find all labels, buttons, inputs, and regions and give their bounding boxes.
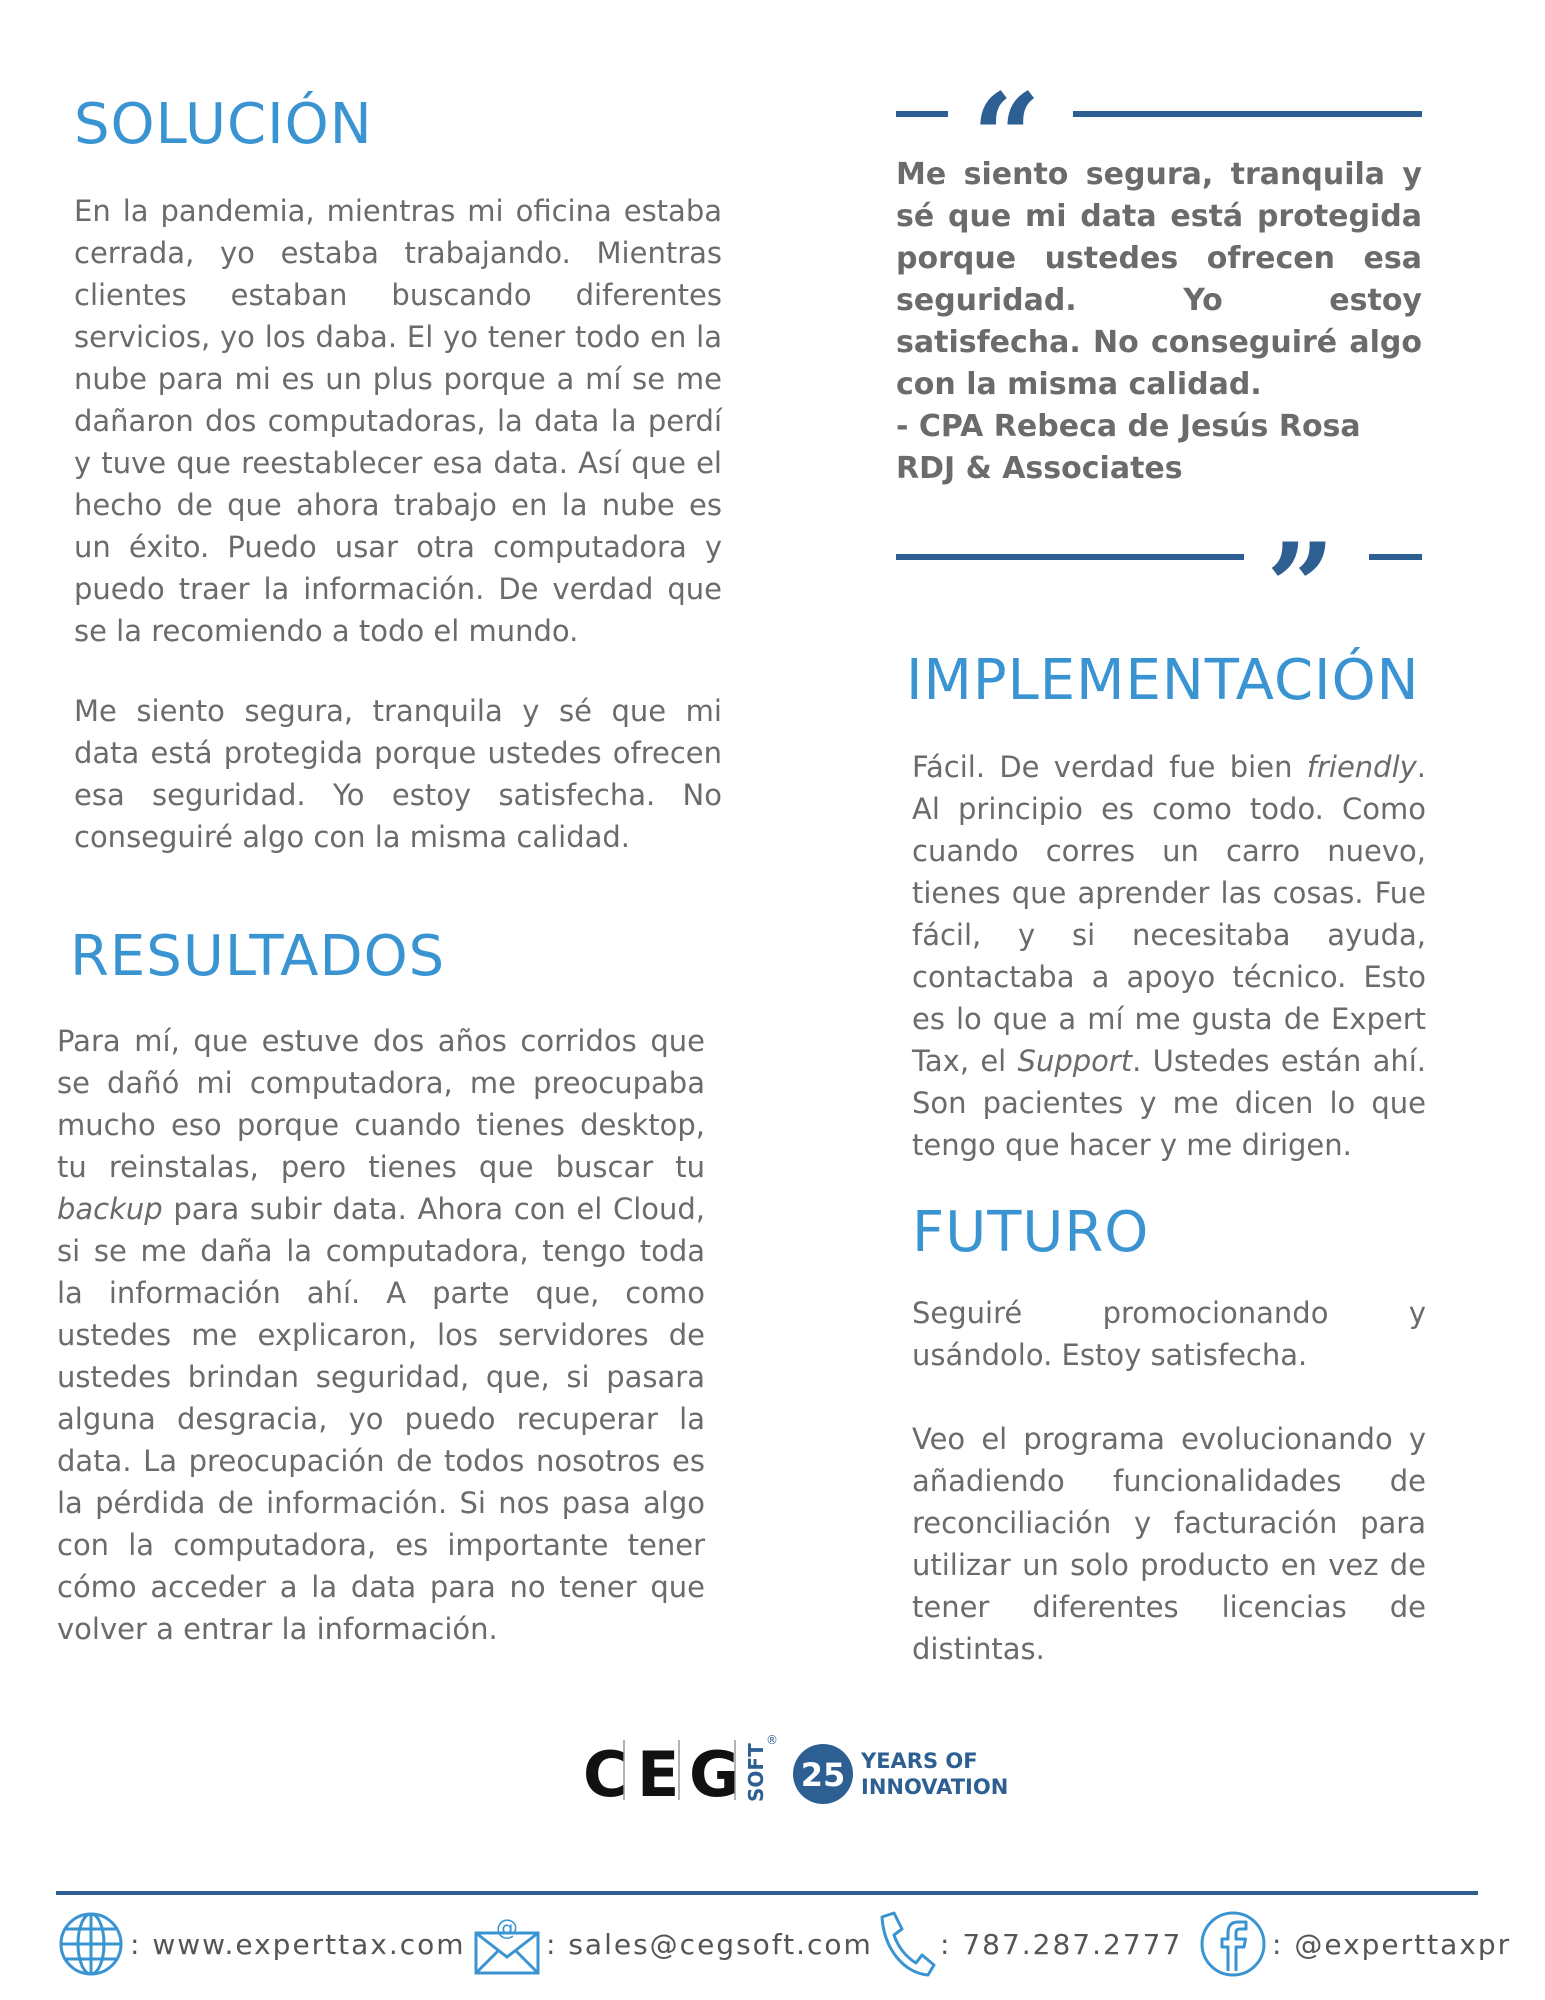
logo-years-line2: INNOVATION — [861, 1775, 1009, 1799]
futuro-heading: FUTURO — [912, 1200, 1150, 1265]
footer-website[interactable] — [56, 1909, 466, 1979]
implementacion-text-b: . Al principio es como todo. Como cuando corres un carro nuevo, tienes que aprender las cosas. Fue fácil, y si necesitaba ayuda, contactaba a apoyo técnico. Esto es lo que a mí me gusta de Expert Tax, el — [912, 750, 1427, 1078]
futuro-paragraph-1: Seguiré promocionando y usándolo. Estoy satisfecha. — [912, 1296, 1426, 1372]
footer-website-text[interactable]: : www.experttax.com — [130, 1927, 466, 1961]
logo-letter-c: C — [583, 1738, 629, 1811]
resultados-text-b: para subir data. Ahora con el Cloud, si se me daña la computadora, tengo toda la información ahí. A parte que, como ustedes me explicaron, los servidores de ustedes brindan seguridad, que, si pasara alguna desgracia, yo puedo recuperar la data. La preocupación de todos nosotros es la pérdida de información. Si nos pasa algo con la computadora, es importante tener cómo acceder a la data para no tener que volver a entrar la información. — [57, 1192, 706, 1646]
futuro-paragraph-2: Veo el programa evolucionando y añadiendo funcionalidades de reconciliación y facturación para utilizar un solo producto en vez de tener diferentes licencias de distintas. — [912, 1422, 1426, 1666]
footer-phone-text[interactable]: : 787.287.2777 — [940, 1927, 1183, 1961]
quote-close-mark: ” — [1266, 517, 1336, 658]
logo-soft: SOFT — [744, 1743, 768, 1802]
facebook-icon — [1198, 1909, 1268, 1979]
resultados-text-a: Para mí, que estuve dos años corridos que se dañó mi computadora, me preocupaba mucho eso porque cuando tienes desktop, tu reinstalas, pero tienes que buscar tu — [57, 1024, 705, 1184]
implementacion-text-a: Fácil. De verdad fue bien — [912, 750, 1293, 784]
quote-bottom-rule-right — [1369, 554, 1422, 560]
quote-company: RDJ & Associates — [896, 451, 1183, 486]
globe-icon — [56, 1909, 126, 1979]
logo-letter-e: E — [637, 1738, 680, 1811]
footer-social-text[interactable]: : @experttaxpr — [1272, 1927, 1512, 1961]
footer-rule — [56, 1891, 1478, 1895]
cegsoft-logo — [583, 1732, 1009, 1811]
quote-text: Me siento segura, tranquila y sé que mi data está protegida porque ustedes ofrecen esa seguridad. Yo estoy satisfecha. No conseguiré algo con la misma calidad. — [896, 157, 1422, 402]
logo-letter-g: G — [689, 1738, 740, 1811]
footer-social[interactable] — [1198, 1909, 1511, 1979]
solucion-heading: SOLUCIÓN — [74, 92, 373, 157]
envelope-icon — [472, 1909, 542, 1979]
footer-phone[interactable] — [874, 1909, 1182, 1979]
implementacion-heading: IMPLEMENTACIÓN — [906, 648, 1420, 713]
implementacion-emphasis-friendly: friendly — [1306, 750, 1417, 784]
quote-top-rule-right — [1073, 111, 1422, 117]
solucion-paragraph-1: En la pandemia, mientras mi oficina estaba cerrada, yo estaba trabajando. Mientras clientes estaban buscando diferentes servicios, yo los daba. El yo tener todo en la nube para mi es un plus porque a mí se me dañaron dos computadoras, la data la perdí y tuve que reestablecer esa data. Así que el hecho de que ahora trabajo en la nube es un éxito. Puedo usar otra computadora y puedo traer la información. De verdad que se la recomiendo a todo el mundo. — [74, 194, 722, 648]
logo-registered: ® — [766, 1733, 778, 1747]
quote-author: - CPA Rebeca de Jesús Rosa — [896, 409, 1361, 444]
quote-bottom-rule-left — [896, 554, 1244, 560]
logo-years-line1: YEARS OF — [861, 1749, 978, 1773]
envelope-at-symbol: @ — [496, 1916, 518, 1941]
resultados-emphasis-backup: backup — [57, 1192, 163, 1226]
solucion-paragraph-2: Me siento segura, tranquila y sé que mi data está protegida porque ustedes ofrecen esa seguridad. Yo estoy satisfecha. No conseguiré algo con la misma calidad. — [74, 694, 722, 854]
implementacion-text-c: . Ustedes están ahí. Son pacientes y me dicen lo que tengo que hacer y me dirigen. — [912, 1044, 1427, 1162]
resultados-paragraph — [57, 1020, 705, 1650]
quote-top-rule-left — [896, 111, 948, 117]
footer-email[interactable] — [472, 1909, 873, 1979]
phone-icon — [874, 1909, 936, 1979]
footer-email-text[interactable]: : sales@cegsoft.com — [546, 1927, 873, 1961]
implementacion-paragraph — [912, 746, 1426, 1166]
implementacion-emphasis-support: Support — [1017, 1044, 1133, 1078]
logo-badge-number: 25 — [800, 1756, 846, 1794]
resultados-heading: RESULTADOS — [70, 924, 446, 989]
quote-open-mark: “ — [972, 67, 1042, 208]
